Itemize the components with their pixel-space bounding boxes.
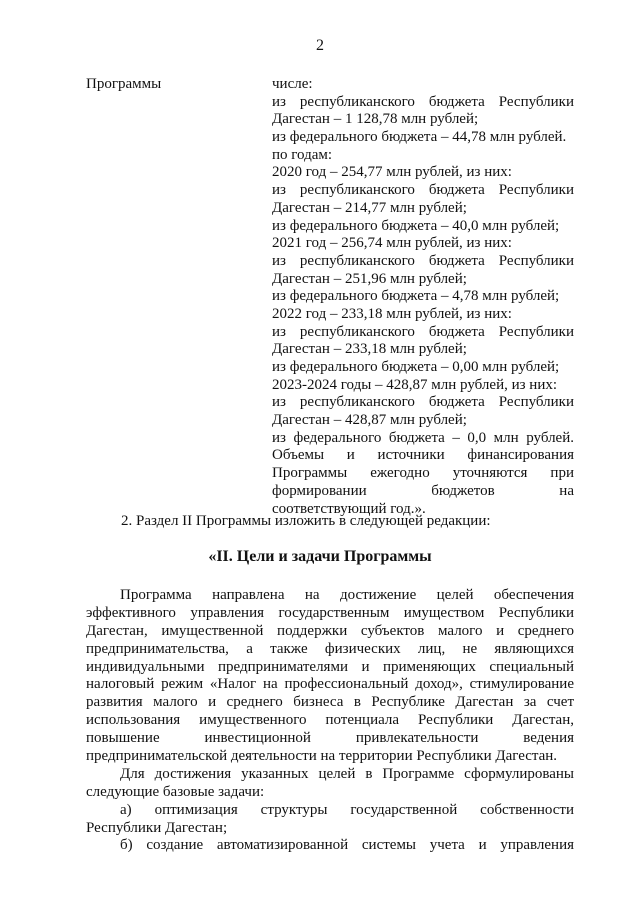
funding-line: 2022 год – 233,18 млн рублей, из них: [272, 305, 512, 322]
funding-line: из федерального бюджета – 0,0 млн рублей. [272, 429, 574, 446]
funding-line: по годам: [272, 146, 333, 163]
body-line: использования имущественного потенциала Республики Дагестан, [86, 712, 574, 729]
funding-line: Дагестан – 233,18 млн рублей; [272, 341, 467, 358]
body-line: налоговый режим «Налог на профессиональный доход», стимулирование [86, 676, 574, 693]
funding-line: Дагестан – 1 128,78 млн рублей; [272, 111, 479, 128]
body-line: индивидуальными предпринимателями и применяющих специальный [86, 658, 574, 675]
section-heading: «II. Цели и задачи Программы [208, 548, 432, 565]
funding-details-column [272, 76, 574, 518]
funding-line: 2021 год – 256,74 млн рублей, из них: [272, 235, 512, 252]
body-line: эффективного управления государственным имуществом Республики [86, 604, 574, 621]
funding-line: из республиканского бюджета Республики [272, 394, 574, 411]
funding-line: из республиканского бюджета Республики [272, 323, 574, 340]
funding-line: Дагестан – 428,87 млн рублей; [272, 412, 467, 429]
funding-line: из федерального бюджета – 4,78 млн рублей; [272, 288, 560, 305]
page-number: 2 [316, 37, 324, 54]
funding-line: из федерального бюджета – 40,0 млн рублей; [272, 217, 560, 234]
funding-line: 2023-2024 годы – 428,87 млн рублей, из них: [272, 376, 558, 393]
body-line: б) создание автоматизированной системы учета и управления [120, 837, 574, 854]
body-line: Программа направлена на достижение целей обеспечения [120, 587, 574, 603]
item-2-instruction: 2. Раздел II Программы изложить в следующей редакции: [121, 513, 491, 529]
funding-line: из федерального бюджета – 0,00 млн рублей; [272, 359, 560, 375]
body-line: Дагестан, имущественной поддержки субъектов малого и среднего [86, 622, 574, 639]
funding-line: из республиканского бюджета Республики [272, 252, 574, 269]
funding-line: соответствующий год.». [272, 500, 426, 517]
section-body-text [86, 587, 574, 855]
body-line: Для достижения указанных целей в Программе сформулированы [120, 765, 574, 782]
body-line: развития малого и среднего бизнеса в Республике Дагестан за счет [86, 694, 574, 711]
funding-line: из республиканского бюджета Республики [272, 182, 574, 199]
body-line: предпринимательства, а также физических лиц, не являющихся [86, 640, 574, 657]
funding-line: Дагестан – 214,77 млн рублей; [272, 199, 467, 216]
body-line: следующие базовые задачи: [86, 783, 265, 800]
left-column-label: Программы [86, 76, 162, 92]
funding-line: числе: [272, 76, 313, 92]
funding-line: Объемы и источники финансирования [272, 447, 574, 464]
body-line: предпринимательской деятельности на территории Республики Дагестан. [86, 748, 558, 765]
funding-line: Программы ежегодно уточняются при [272, 465, 574, 482]
funding-line: формировании бюджетов на [272, 482, 574, 499]
funding-line: 2020 год – 254,77 млн рублей, из них: [272, 164, 512, 181]
funding-line: Дагестан – 251,96 млн рублей; [272, 270, 467, 287]
body-line: Республики Дагестан; [86, 819, 228, 836]
funding-line: из республиканского бюджета Республики [272, 93, 574, 110]
body-line: повышение инвестиционной привлекательности ведения [86, 730, 574, 747]
funding-line: из федерального бюджета – 44,78 млн рублей. [272, 129, 567, 146]
body-line: а) оптимизация структуры государственной собственности [120, 801, 574, 818]
